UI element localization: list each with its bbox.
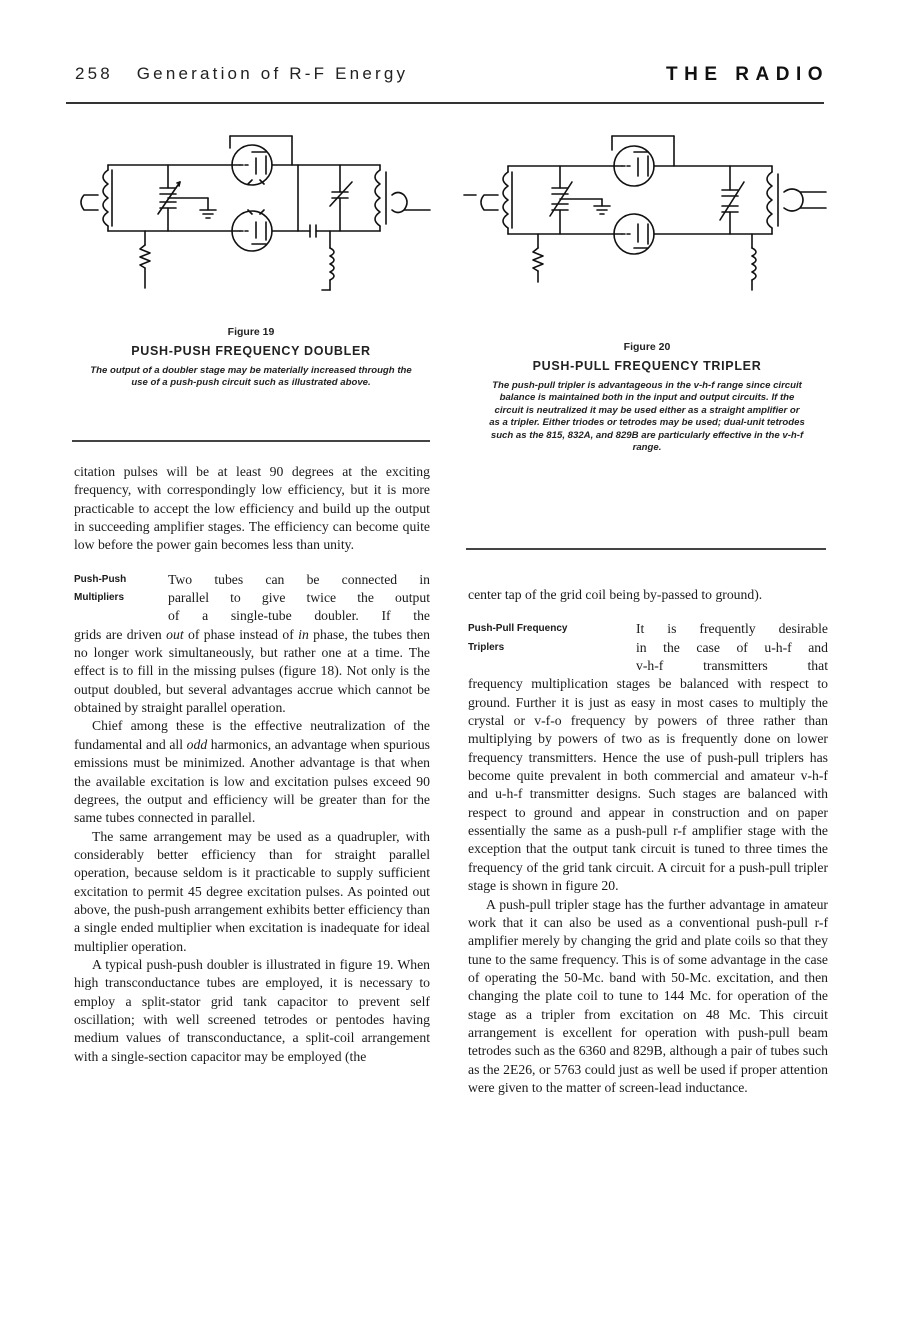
pushpull-side-line1: It is frequently desirable <box>636 621 828 637</box>
pushpush-side-line1: Two tubes can be connected in <box>168 571 430 587</box>
figure20-description: The push-pull tripler is advantageous in the v-h-f range since circuit balance is maintained both in the input and output circuits. If the circuit is neutralized it may be used either as a straight amplifier or as a tripler. Either triodes or tetrodes may be used; dual-unit tetrodes such as the 815, 832A, and 829B are particularly effective in the v-h-f range. <box>489 380 805 454</box>
pushpull-side-text <box>636 620 828 675</box>
paragraph-center-tap: center tap of the grid coil being by-passed to ground). <box>468 587 763 602</box>
paragraph-pushpull: frequency multiplication stages be balanced with respect to ground. Further it is just as easy in most cases to multiply the crystal or v-f-o frequency by powers of three rather than multiplying by powers of two as is frequently done on lower frequency transmitters. Hence the use of push-pull triplers has become quite prevalent in both commercial and amateur v-h-f and u-h-f transmitter designs. Such stages are balanced with respect to ground and appear in construction and on paper essentially the same as a push-pull r-f amplifier stage with the exception that the output tank circuit is tuned to three times the frequency of the grid tank circuit. A circuit for a push-pull tripler stage is shown in figure 20. <box>468 676 828 894</box>
pushpush-heading <box>74 571 168 626</box>
section-title: Generation of R-F Energy <box>136 64 409 83</box>
paragraph-pushpush <box>74 626 430 718</box>
pushpush-text-a: grids are driven <box>74 626 167 642</box>
figure19-title: PUSH-PUSH FREQUENCY DOUBLER <box>131 344 371 358</box>
pushpush-text-in: in <box>298 626 309 642</box>
page-number: 258 <box>75 64 113 83</box>
book-title: THE RADIO <box>666 64 829 85</box>
left-column <box>74 463 430 1066</box>
figure20-schematic <box>462 130 832 300</box>
pushpush-side-text <box>168 571 430 626</box>
pushpush-side-line2: parallel to give twice the output <box>168 590 430 606</box>
header-rule <box>66 102 824 104</box>
pushpush-text-b: of phase instead of <box>183 626 299 642</box>
page-header-left <box>75 64 408 84</box>
paragraph-typical: A typical push-push doubler is illustrated in figure 19. When high transconductance tubes are employed, it is necessary to employ a split-stator grid tank capacitor to prevent self oscillation; with well screened tetrodes or pentodes having medium values of transconductance, a split-coil arrangement with a single-section capacitor may be employed (the <box>74 956 430 1064</box>
paragraph-intro: citation pulses will be at least 90 degrees at the exciting frequency, with correspondingly low efficiency, but it is more practicable to accept the low efficiency and build up the output in succeeding amplifier stages. The efficiency can become quite low before the power gain becomes less than unity. <box>74 464 430 553</box>
figure19-rule <box>72 440 430 442</box>
chief-text-b: harmonics, an advantage when spurious emissions must be minimized. Another advantage is that when the available excitation is low and excitation pulses exceed 90 degrees, the output and efficiency will be greater than for the same tubes connected in parallel. <box>74 736 431 826</box>
figure20-rule <box>466 548 826 550</box>
figure19-caption <box>72 326 430 390</box>
pushpull-side-line3: v-h-f transmitters that <box>636 658 828 674</box>
figure20-title: PUSH-PULL FREQUENCY TRIPLER <box>532 359 762 373</box>
chief-text-odd: odd <box>186 736 208 752</box>
pushpush-heading-line1: Push-Push <box>74 573 127 585</box>
figure20-caption <box>468 341 826 454</box>
pushpush-heading-line2: Multipliers <box>74 592 125 604</box>
pushpush-side-line3: of a single-tube doubler. If the <box>168 608 430 624</box>
figure19-number: Figure 19 <box>227 326 275 338</box>
pushpull-side-line2: in the case of u-h-f and <box>636 639 828 655</box>
paragraph-further: A push-pull tripler stage has the further advantage in amateur work that it can also be used as a conventional push-pull r-f amplifier merely by changing the grid and plate coils so that they tune to the same frequency. This is of some advantage in the case of operating the 50-Mc. band with 50-Mc. excitation, and then changing the plate coil to tune to 144 Mc. for operation of the stage as a tripler from excitation on 48 Mc. This circuit arrangement is excellent for operation with push-pull beam tetrodes such as the 6360 and 829B, although a pair of tubes such as the 2E26, or 5763 could just as well be used if proper attention were given to the matter of screen-lead inductance. <box>468 896 828 1095</box>
paragraph-chief <box>74 717 430 827</box>
right-column <box>468 586 828 1097</box>
pushpush-section <box>74 571 430 626</box>
figure20-number: Figure 20 <box>623 341 671 353</box>
pushpull-heading-line1: Push-Pull Frequency <box>468 623 568 635</box>
pushpush-text-c: phase, the tubes then no longer work simultaneously, but rather one at a time. The effect is to fill in the missing pulses (figure 18). Not only is the output doubled, but several advantages accrue which cannot be obtained by straight parallel operation. <box>74 626 430 716</box>
figure19-description: The output of a doubler stage may be materially increased through the use of a push-push circuit such as illustrated above. <box>90 365 412 389</box>
paragraph-quadrupler: The same arrangement may be used as a quadrupler, with considerably better efficiency than for straight parallel operation, because seldom is it practicable to supply sufficient excitation to permit 45 degree excitation pulses. As pointed out above, the push-push arrangement exhibits better efficiency than a single ended multiplier when excitation is inadequate for ideal multiplier operation. <box>74 828 430 954</box>
chief-text-a: Chief among these is the effective neutralization of the fundamental and all <box>74 718 430 752</box>
pushpull-section <box>468 620 828 675</box>
pushpush-text-out: out <box>166 626 184 642</box>
figure19-schematic <box>80 130 440 310</box>
pushpull-heading <box>468 620 636 675</box>
pushpull-heading-line2: Triplers <box>468 641 505 653</box>
